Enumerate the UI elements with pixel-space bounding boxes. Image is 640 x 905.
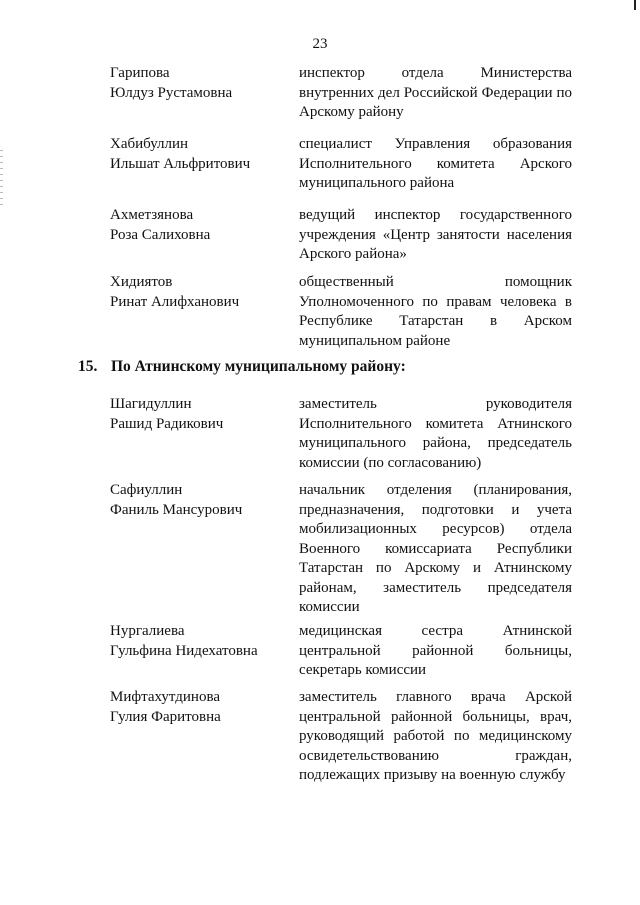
- member-given-name: Гульфина Нидехатовна: [110, 642, 258, 659]
- member-surname: Хабибуллин: [110, 136, 189, 152]
- member-surname: Шагидуллин: [110, 396, 192, 412]
- member-role: ведущий инспектор государственного учреждения «Центр занятости населения Арского района»: [299, 207, 572, 262]
- scan-edge-dots: [0, 150, 3, 210]
- member-role: заместитель руководителя Исполнительного комитета Атнинского муниципального района, председатель комиссии (по согласованию): [299, 396, 572, 471]
- member-name: [110, 395, 290, 434]
- member-role: заместитель главного врача Арской центральной районной больницы, врач, руководящий работой по медицинскому освидетельствованию граждан, подлежащих призыву на военную службу: [299, 689, 572, 783]
- section-number: 15.: [78, 358, 98, 375]
- member-given-name: Ринат Алифханович: [110, 293, 240, 310]
- member-given-name: Юлдуз Рустамовна: [110, 84, 233, 101]
- member-given-name: Гулия Фаритовна: [110, 708, 221, 725]
- member-role: медицинская сестра Атнинской центральной районной больницы, секретарь комиссии: [299, 623, 572, 678]
- member-name: [110, 622, 290, 661]
- section-heading: [78, 358, 406, 376]
- member-name: [110, 688, 290, 727]
- member-surname: Нургалиева: [110, 623, 185, 639]
- member-name: [110, 135, 290, 174]
- member-surname: Ахметзянова: [110, 207, 194, 223]
- member-role: специалист Управления образования Исполнительного комитета Арского муниципального района: [299, 136, 572, 191]
- member-role: инспектор отдела Министерства внутренних дел Российской Федерации по Арскому району: [299, 65, 572, 120]
- member-given-name: Рашид Радикович: [110, 415, 224, 432]
- member-surname: Мифтахутдинова: [110, 689, 220, 705]
- member-surname: Гарипова: [110, 65, 170, 81]
- member-role: начальник отделения (планирования, предназначения, подготовки и учета мобилизационных ресурсов) отдела Военного комиссариата Республики Татарстан по Арскому и Атнинскому районам, заместитель председателя комиссии: [299, 482, 572, 615]
- page-number: 23: [312, 36, 328, 52]
- section-title: По Атнинскому муниципальному району:: [111, 358, 406, 375]
- member-given-name: Фаниль Мансурович: [110, 501, 243, 518]
- member-given-name: Роза Салиховна: [110, 226, 211, 243]
- member-given-name: Ильшат Альфритович: [110, 155, 251, 172]
- member-role: общественный помощник Уполномоченного по правам человека в Республике Татарстан в Арском муниципальном районе: [299, 274, 572, 349]
- member-name: [110, 206, 290, 245]
- member-name: [110, 273, 290, 312]
- member-name: [110, 481, 290, 520]
- member-surname: Хидиятов: [110, 274, 173, 290]
- member-surname: Сафиуллин: [110, 482, 183, 498]
- member-name: [110, 64, 290, 103]
- scan-corner-mark: [634, 0, 636, 10]
